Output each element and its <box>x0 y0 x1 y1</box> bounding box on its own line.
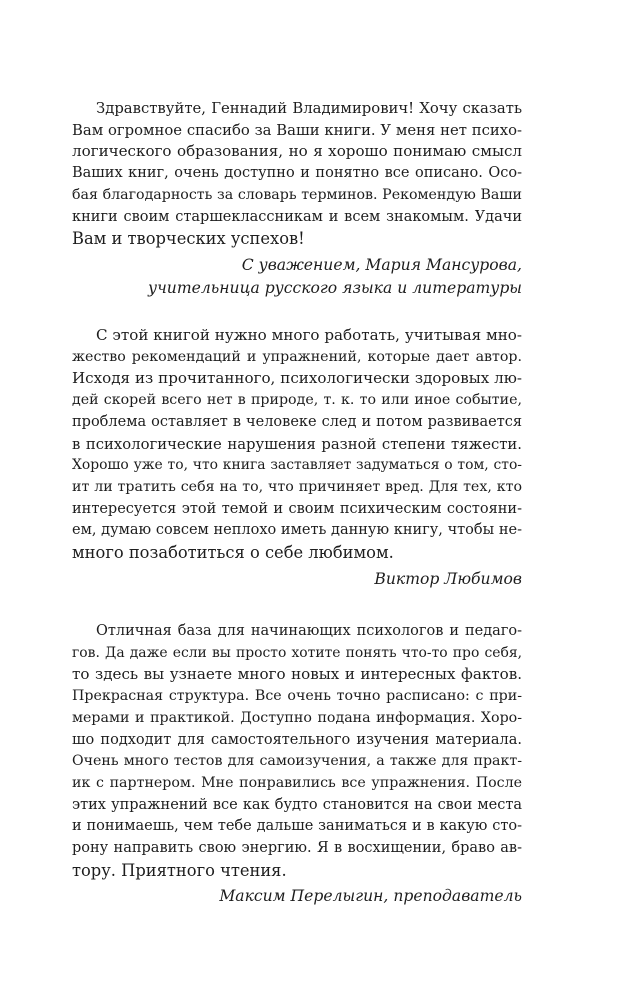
review-1-signature: С уважением, Мария Мансурова, <box>241 255 522 274</box>
review-line: проблема оставляет в человеке след и потом развивается <box>72 413 522 430</box>
review-line: Ваших книг, очень доступно и понятно все описано. Осо- <box>72 165 522 182</box>
review-line: бая благодарность за словарь терминов. Рекомендую Ваши <box>72 186 522 203</box>
review-line: интересуется этой темой и своим психическим состояни- <box>72 500 522 517</box>
review-line: в психологические нарушения разной степени тяжести. <box>72 435 522 453</box>
review-line: книги своим старшеклассникам и всем знакомым. Удачи <box>72 208 522 225</box>
review-line: Здравствуйте, Геннадий Владимирович! Хочу сказать <box>96 100 522 117</box>
review-line: ем, думаю совсем неплохо иметь данную книгу, чтобы не- <box>72 522 522 539</box>
review-2-text <box>72 325 522 564</box>
review-line: С этой книгой нужно много работать, учитывая мно- <box>96 326 522 344</box>
review-1-text <box>72 98 522 250</box>
review-line: и понимаешь, чем тебе дальше заниматься и в какую сто- <box>72 818 522 835</box>
review-line: тору. Приятного чтения. <box>72 860 287 880</box>
review-2 <box>72 325 522 591</box>
review-2-signature: Виктор Любимов <box>374 569 522 588</box>
review-line: жество рекомендаций и упражнений, которые дает автор. <box>72 348 522 365</box>
review-line: дей скорей всего нет в природе, т. к. то или иное событие, <box>72 392 522 409</box>
review-line: логического образования, но я хорошо понимаю смысл <box>72 142 522 161</box>
review-line: рону направить свою энергию. Я в восхищении, браво ав- <box>72 840 522 857</box>
review-line: Очень много тестов для самоизучения, а также для практ- <box>72 753 522 770</box>
review-3 <box>72 621 522 908</box>
review-line: Вам и творческих успехов! <box>72 229 305 249</box>
review-3-signature: Максим Перелыгин, преподаватель <box>219 887 522 906</box>
review-line: Отличная база для начинающих психологов и педаго- <box>96 623 522 639</box>
review-line: много позаботиться о себе любимом. <box>72 543 394 563</box>
review-line: Исходя из прочитанного, психологически здоровых лю- <box>72 369 522 388</box>
review-line: Прекрасная структура. Все очень точно расписано: с при- <box>72 688 522 705</box>
review-line: Вам огромное спасибо за Ваши книги. У меня нет психо- <box>72 121 522 139</box>
review-line: ик с партнером. Мне понравились все упражнения. После <box>72 774 522 791</box>
review-line: ит ли тратить себя на то, что причиняет вред. Для тех, кто <box>72 478 522 495</box>
review-line: гов. Да даже если вы просто хотите понять что-то про себя, <box>72 644 522 661</box>
review-1 <box>72 98 522 300</box>
review-1-signature-role: учительница русского языка и литературы <box>148 278 522 297</box>
review-3-text <box>72 621 522 881</box>
review-line: то здесь вы узнаете много новых и интересных фактов. <box>72 665 522 684</box>
review-line: шо подходит для самостоятельного изучения материала. <box>72 731 522 748</box>
review-line: Хорошо уже то, что книга заставляет задуматься о том, сто- <box>72 457 522 474</box>
review-line: этих упражнений все как будто становится на свои места <box>72 796 522 813</box>
review-line: мерами и практикой. Доступно подана информация. Хоро- <box>72 709 522 726</box>
